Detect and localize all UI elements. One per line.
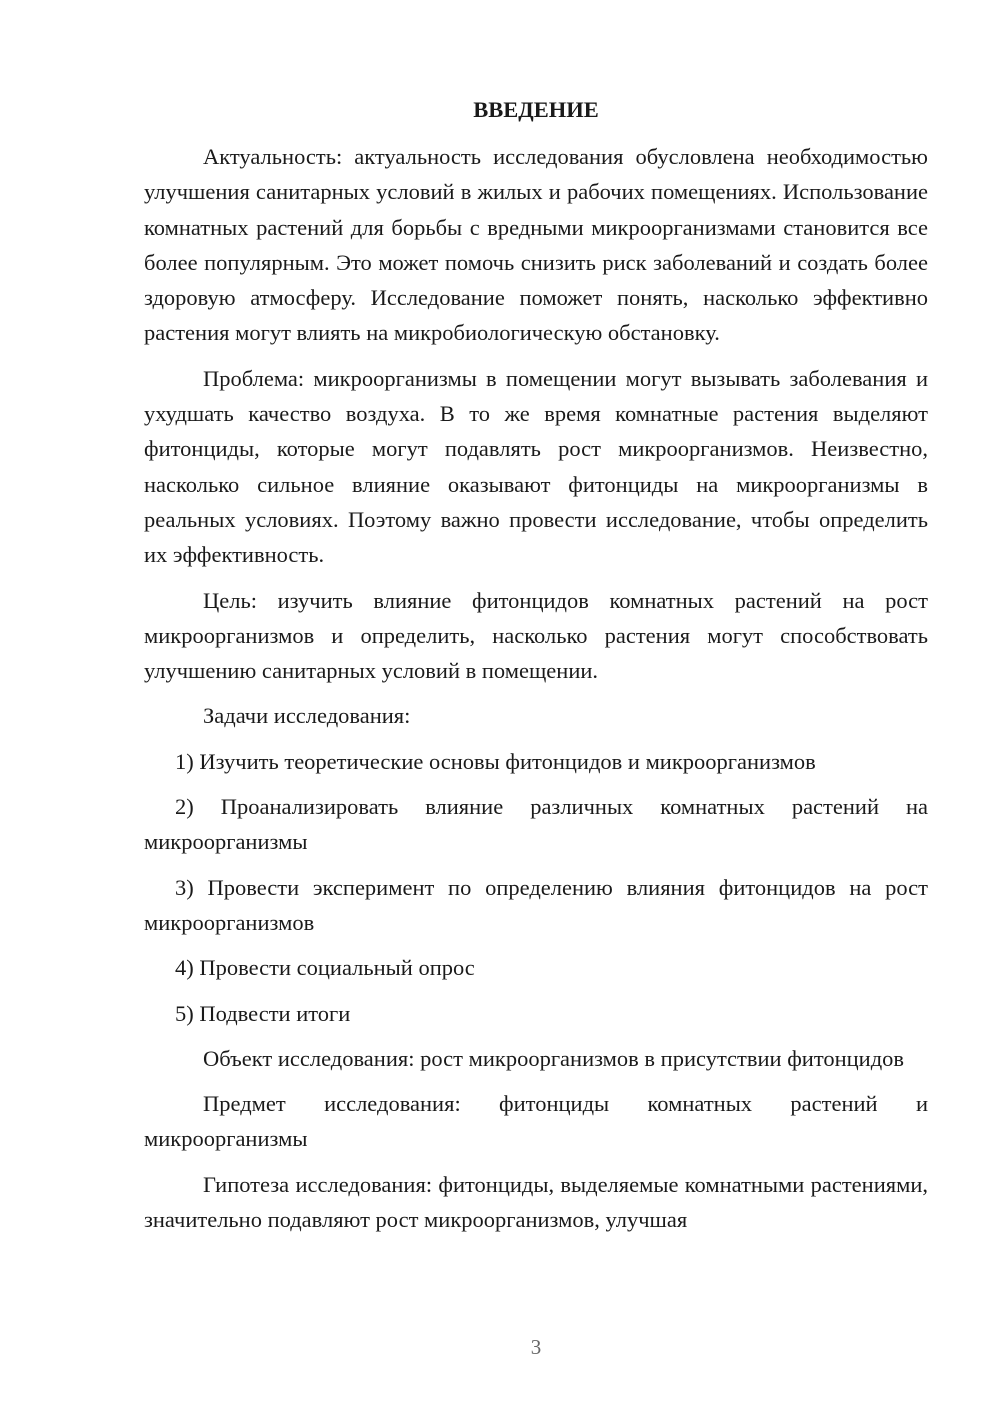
task-item-5: 5) Подвести итоги: [175, 1000, 351, 1026]
hypothesis-paragraph: Гипотеза исследования: фитонциды, выделяемые комнатными растениями, значительно подавляют рост микроорганизмов, улучшая: [144, 1171, 928, 1233]
page-content: [144, 94, 928, 1237]
relevance-paragraph: Актуальность: актуальность исследования обусловлена необходимостью улучшения санитарных условий в жилых и рабочих помещениях. Использование комнатных растений для борьбы с вредными микроорганизмами становится все более популярным. Это может помочь снизить риск заболеваний и создать более здоровую атмосферу. Исследование поможет понять, насколько эффективно растения могут влиять на микробиологическую обстановку.: [144, 144, 928, 346]
task-item-3: 3) Провести эксперимент по определению влияния фитонцидов на рост микроорганизмов: [144, 874, 928, 935]
task-item-2: 2) Проанализировать влияние различных комнатных растений на микроорганизмы: [144, 794, 928, 855]
subject-paragraph: Предмет исследования: фитонциды комнатных растений и микроорганизмы: [144, 1091, 928, 1152]
goal-paragraph: Цель: изучить влияние фитонцидов комнатных растений на рост микроорганизмов и определить, насколько растения могут способствовать улучшению санитарных условий в помещении.: [144, 587, 928, 684]
problem-paragraph: Проблема: микроорганизмы в помещении могут вызывать заболевания и ухудшать качество воздуха. В то же время комнатные растения выделяют фитонциды, которые могут подавлять рост микроорганизмов. Неизвестно, насколько сильное влияние оказывают фитонциды на микроорганизмы в реальных условиях. Поэтому важно провести исследование, чтобы определить их эффективность.: [144, 365, 928, 568]
task-item-1: 1) Изучить теоретические основы фитонцидов и микроорганизмов: [175, 748, 816, 774]
object-paragraph: Объект исследования: рост микроорганизмов в присутствии фитонцидов: [203, 1045, 905, 1071]
tasks-title: Задачи исследования:: [203, 703, 411, 729]
task-item-4: 4) Провести социальный опрос: [175, 955, 475, 981]
page-number: 3: [530, 1335, 542, 1359]
section-heading: ВВЕДЕНИЕ: [473, 97, 599, 122]
